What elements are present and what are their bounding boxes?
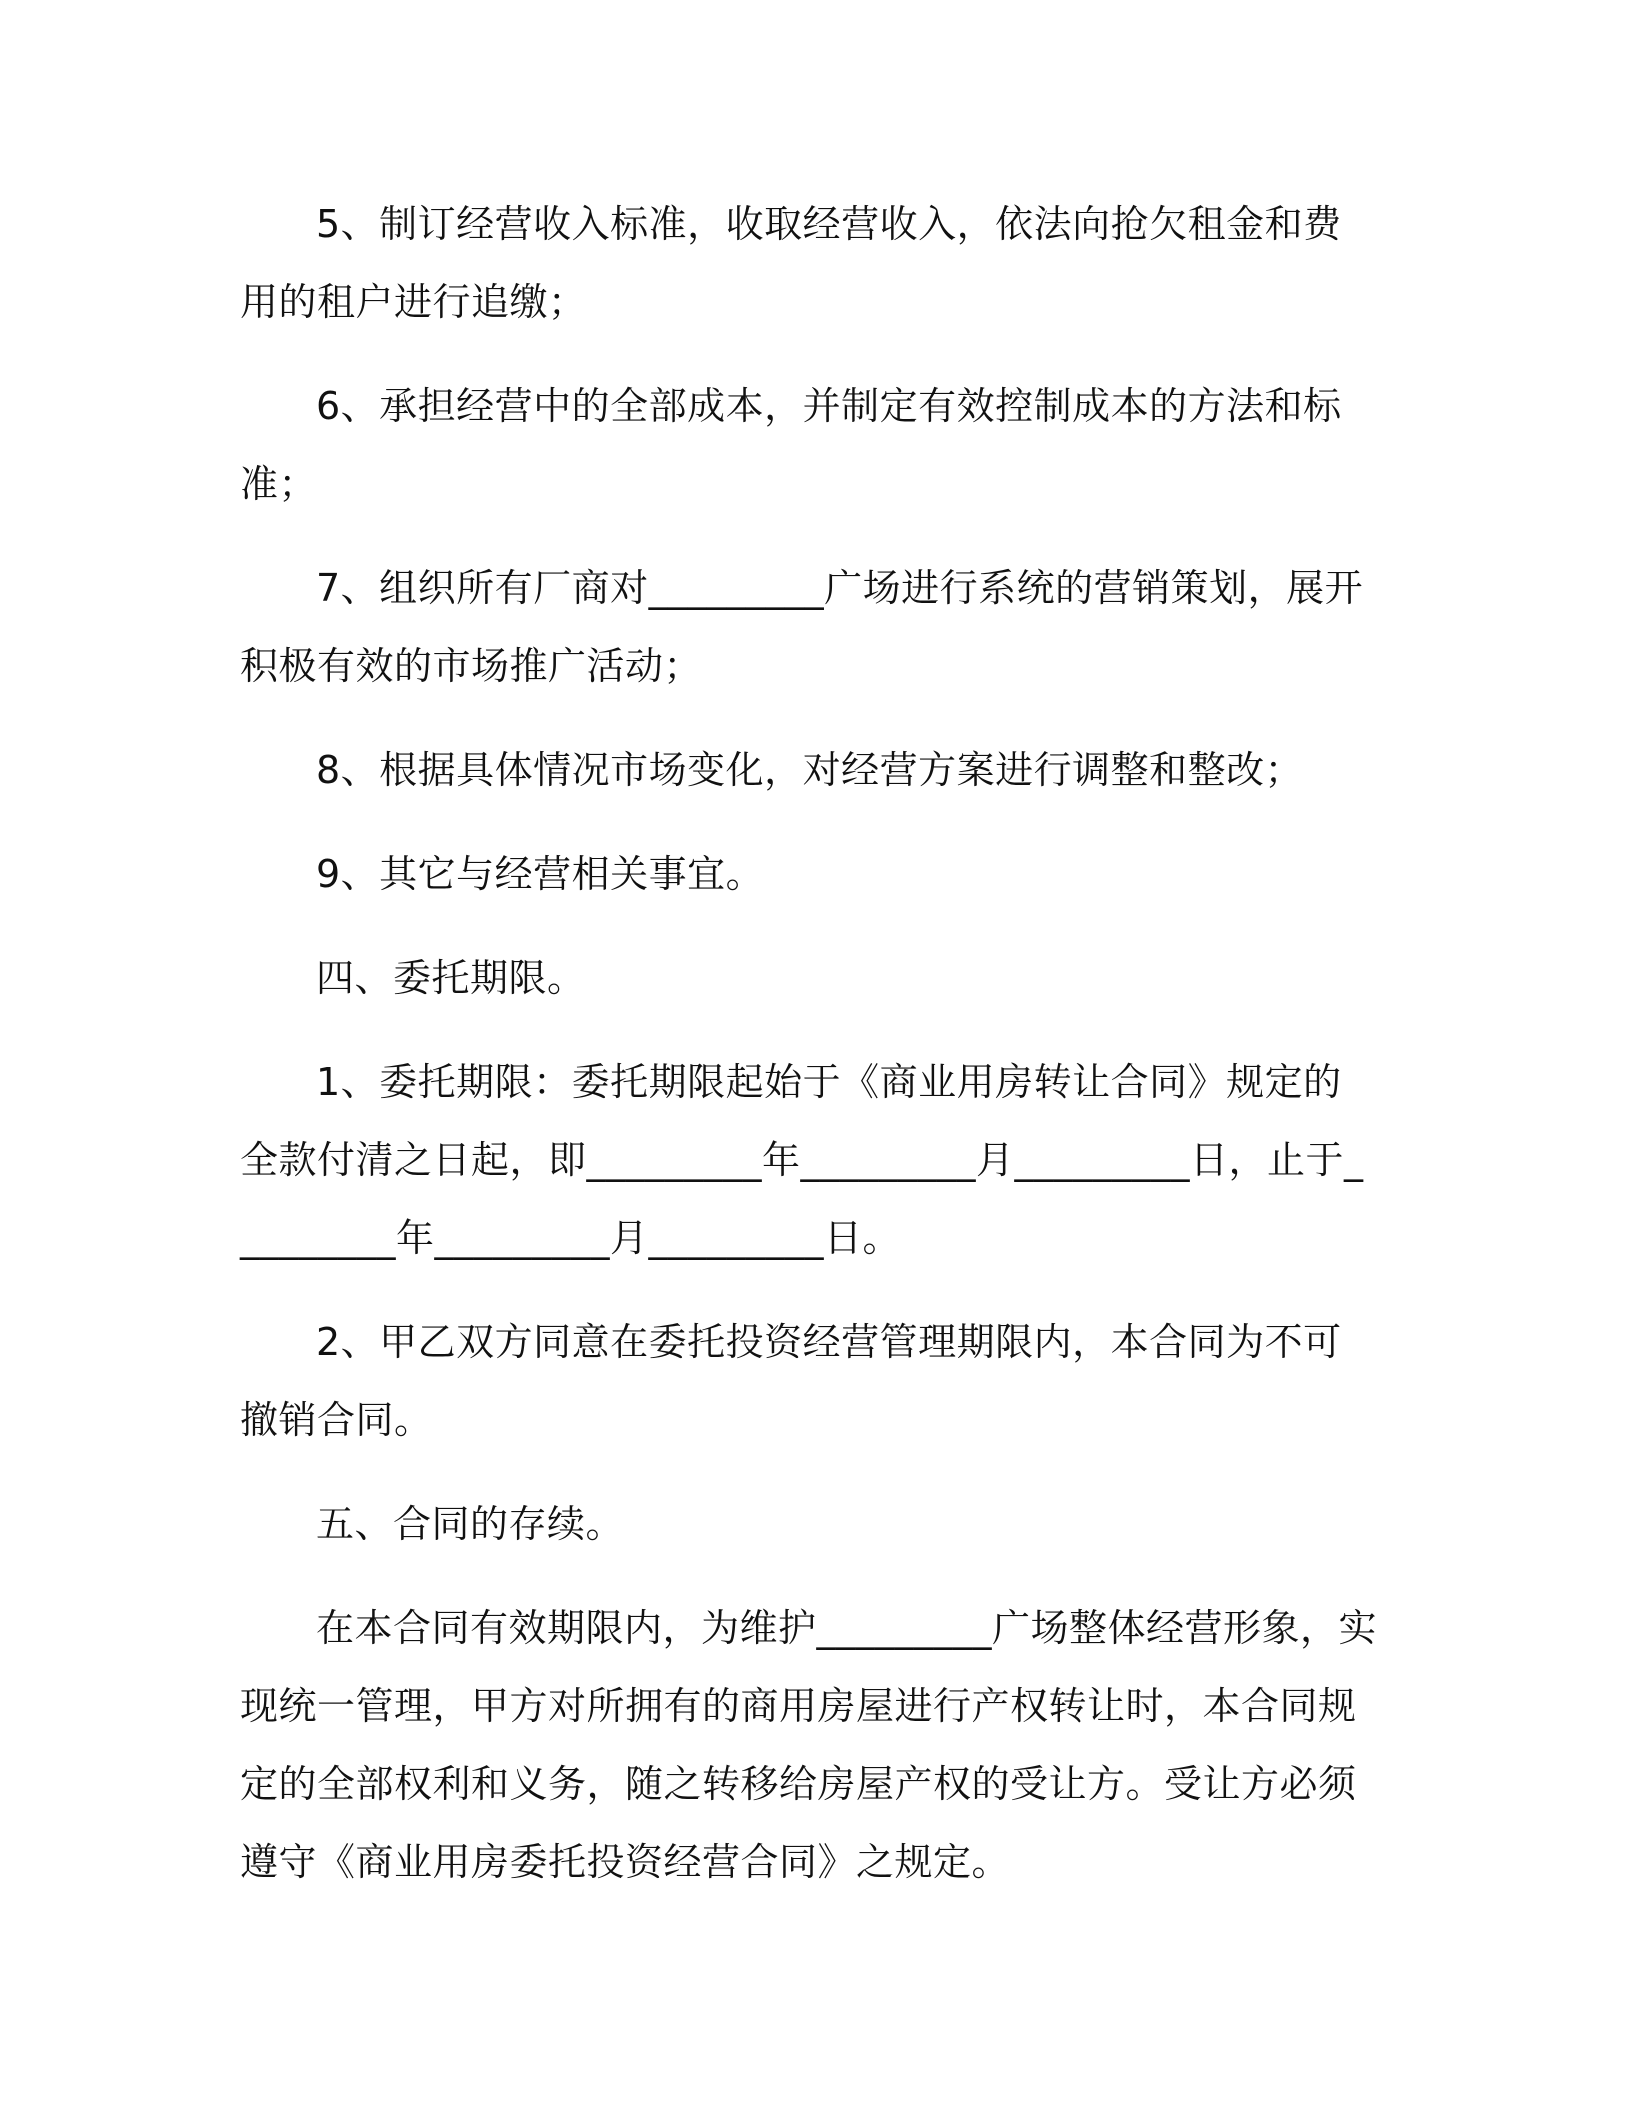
term-clause-2: 2、甲乙双方同意在委托投资经营管理期限内，本合同为不可撤销合同。 [240, 1320, 1342, 1442]
clause-9: 9、其它与经营相关事宜。 [316, 852, 765, 896]
clause-5: 5、制订经营收入标准，收取经营收入，依法向抢欠租金和费用的租户进行追缴； [240, 202, 1342, 324]
clause-7: 7、组织所有厂商对_________广场进行系统的营销策划，展开积极有效的市场推广活动； [240, 566, 1364, 688]
term-clause-1: 1、委托期限：委托期限起始于《商业用房转让合同》规定的全款付清之日起，即_________年_________月_________日，止于_________年_________月_________日。 [240, 1060, 1364, 1260]
clause-8: 8、根据具体情况市场变化，对经营方案进行调整和整改； [316, 748, 1304, 792]
document-body [240, 185, 1380, 1927]
section-heading-5: 五、合同的存续。 [316, 1502, 625, 1546]
section-heading-4: 四、委托期限。 [316, 956, 586, 1000]
continuity-paragraph: 在本合同有效期限内，为维护_________广场整体经营形象，实现统一管理，甲方对所拥有的商用房屋进行产权转让时，本合同规定的全部权利和义务，随之转移给房屋产权的受让方。受让方必须遵守《商业用房委托投资经营合同》之规定。 [240, 1606, 1378, 1884]
clause-6: 6、承担经营中的全部成本，并制定有效控制成本的方法和标准； [240, 384, 1342, 506]
